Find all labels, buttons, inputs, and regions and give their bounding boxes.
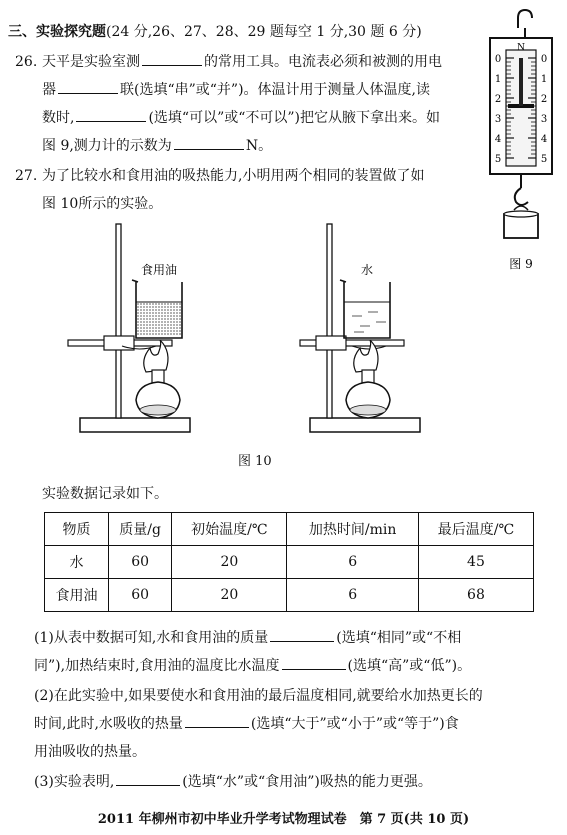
q27-number: 27. <box>15 168 38 184</box>
section-heading <box>8 18 422 46</box>
answer-blank[interactable] <box>76 105 146 122</box>
table-cell: 水 <box>45 546 109 579</box>
scale-label: 0 <box>494 54 502 65</box>
q26-text: (选填“可以”或“不可以”)把它从腋下拿出来。如 <box>148 110 441 126</box>
spring <box>519 58 523 106</box>
scale-label: 3 <box>494 114 502 125</box>
table-row <box>45 579 534 612</box>
q26-line2 <box>42 76 430 104</box>
q26-line4 <box>42 132 272 160</box>
table-header-row <box>45 513 534 546</box>
page-footer: 2011 年柳州市初中毕业升学考试物理试卷 第 7 页(共 10 页) <box>97 812 470 827</box>
answer-blank[interactable] <box>282 653 346 670</box>
q26-text: 数时, <box>42 110 75 126</box>
section-title: 三、实验探究题 <box>8 24 106 40</box>
sub2-line1: (2)在此实验中,如果要使水和食用油的最后温度相同,就要给水加热更长的 <box>34 688 483 704</box>
data-table <box>44 512 534 612</box>
answer-blank[interactable] <box>142 49 202 66</box>
table-cell: 20 <box>172 546 287 579</box>
table-cell: 60 <box>108 579 171 612</box>
scale-label: 3 <box>540 114 548 125</box>
table-cell: 45 <box>418 546 533 579</box>
table-header-cell: 质量/g <box>108 513 171 546</box>
sub1-text: (选填“高”或“低”)。 <box>347 658 472 674</box>
figure10-apparatus <box>60 220 480 470</box>
q26-line3 <box>42 104 440 132</box>
q26-text: N。 <box>245 138 273 154</box>
scale-label: 4 <box>494 134 502 145</box>
sub2-text: 时间,此时,水吸收的热量 <box>34 716 183 732</box>
record-intro: 实验数据记录如下。 <box>42 486 168 502</box>
sub1-text: 同”),加热结束时,食用油的温度比水温度 <box>34 658 280 674</box>
scale-label: 1 <box>494 74 502 85</box>
figure9-spring-balance <box>484 6 566 276</box>
sub3-text: (选填“水”或“食用油”)吸热的能力更强。 <box>182 774 432 790</box>
left-apparatus <box>68 224 190 432</box>
scale-label: 0 <box>540 54 548 65</box>
table-cell: 68 <box>418 579 533 612</box>
sub3-line <box>34 768 432 796</box>
q27-line1: 为了比较水和食用油的吸热能力,小明用两个相同的装置做了如 <box>42 168 425 184</box>
q26-text: 器 <box>42 82 56 98</box>
scale-label: 2 <box>540 94 548 105</box>
answer-blank[interactable] <box>270 625 334 642</box>
scale-label: 5 <box>540 154 548 165</box>
table-header-cell: 最后温度/℃ <box>418 513 533 546</box>
sub2-line2 <box>34 710 459 738</box>
table-cell: 6 <box>287 546 419 579</box>
right-apparatus <box>300 224 420 432</box>
figure9-caption: 图 9 <box>509 257 533 271</box>
unit-mark: N <box>517 43 525 53</box>
scale-label: 4 <box>540 134 548 145</box>
left-beaker-label: 食用油 <box>140 263 178 277</box>
answer-blank[interactable] <box>185 711 249 728</box>
q26-text: 的常用工具。电流表必须和被测的用电 <box>204 54 442 70</box>
sub3-text: (3)实验表明, <box>34 774 115 790</box>
answer-blank[interactable] <box>174 133 244 150</box>
scale-label: 5 <box>494 154 502 165</box>
table-row <box>45 546 534 579</box>
figure10-caption: 图 10 <box>238 454 272 469</box>
q26-text: 图 9,测力计的示数为 <box>42 138 172 154</box>
answer-blank[interactable] <box>116 769 180 786</box>
q26-text: 天平是实验室测 <box>42 54 140 70</box>
q26-line1 <box>42 48 442 76</box>
right-beaker-label: 水 <box>360 263 374 277</box>
table-cell: 60 <box>108 546 171 579</box>
sub2-text: (选填“大于”或“小于”或“等于”)食 <box>250 716 459 732</box>
sub1-line2 <box>34 652 471 680</box>
table-header-cell: 加热时间/min <box>287 513 419 546</box>
answer-blank[interactable] <box>58 77 118 94</box>
sub1-text: (选填“相同”或“不相 <box>336 630 462 646</box>
scale-label: 2 <box>494 94 502 105</box>
sub2-line3: 用油吸收的热量。 <box>34 744 146 760</box>
q26-text: 联(选填“串”或“并”)。体温计用于测量人体温度,读 <box>120 82 431 98</box>
table-header-cell: 物质 <box>45 513 109 546</box>
q26-number: 26. <box>15 54 38 70</box>
table-header-cell: 初始温度/℃ <box>172 513 287 546</box>
sub1-line1 <box>34 624 461 652</box>
scale-label: 1 <box>540 74 548 85</box>
table-cell: 6 <box>287 579 419 612</box>
sub1-text: (1)从表中数据可知,水和食用油的质量 <box>34 630 269 646</box>
table-cell: 20 <box>172 579 287 612</box>
q27-line2: 图 10所示的实验。 <box>42 196 163 212</box>
section-scoring: (24 分,26、27、28、29 题每空 1 分,30 题 6 分) <box>106 24 422 40</box>
weight-block <box>504 214 538 238</box>
table-cell: 食用油 <box>45 579 109 612</box>
